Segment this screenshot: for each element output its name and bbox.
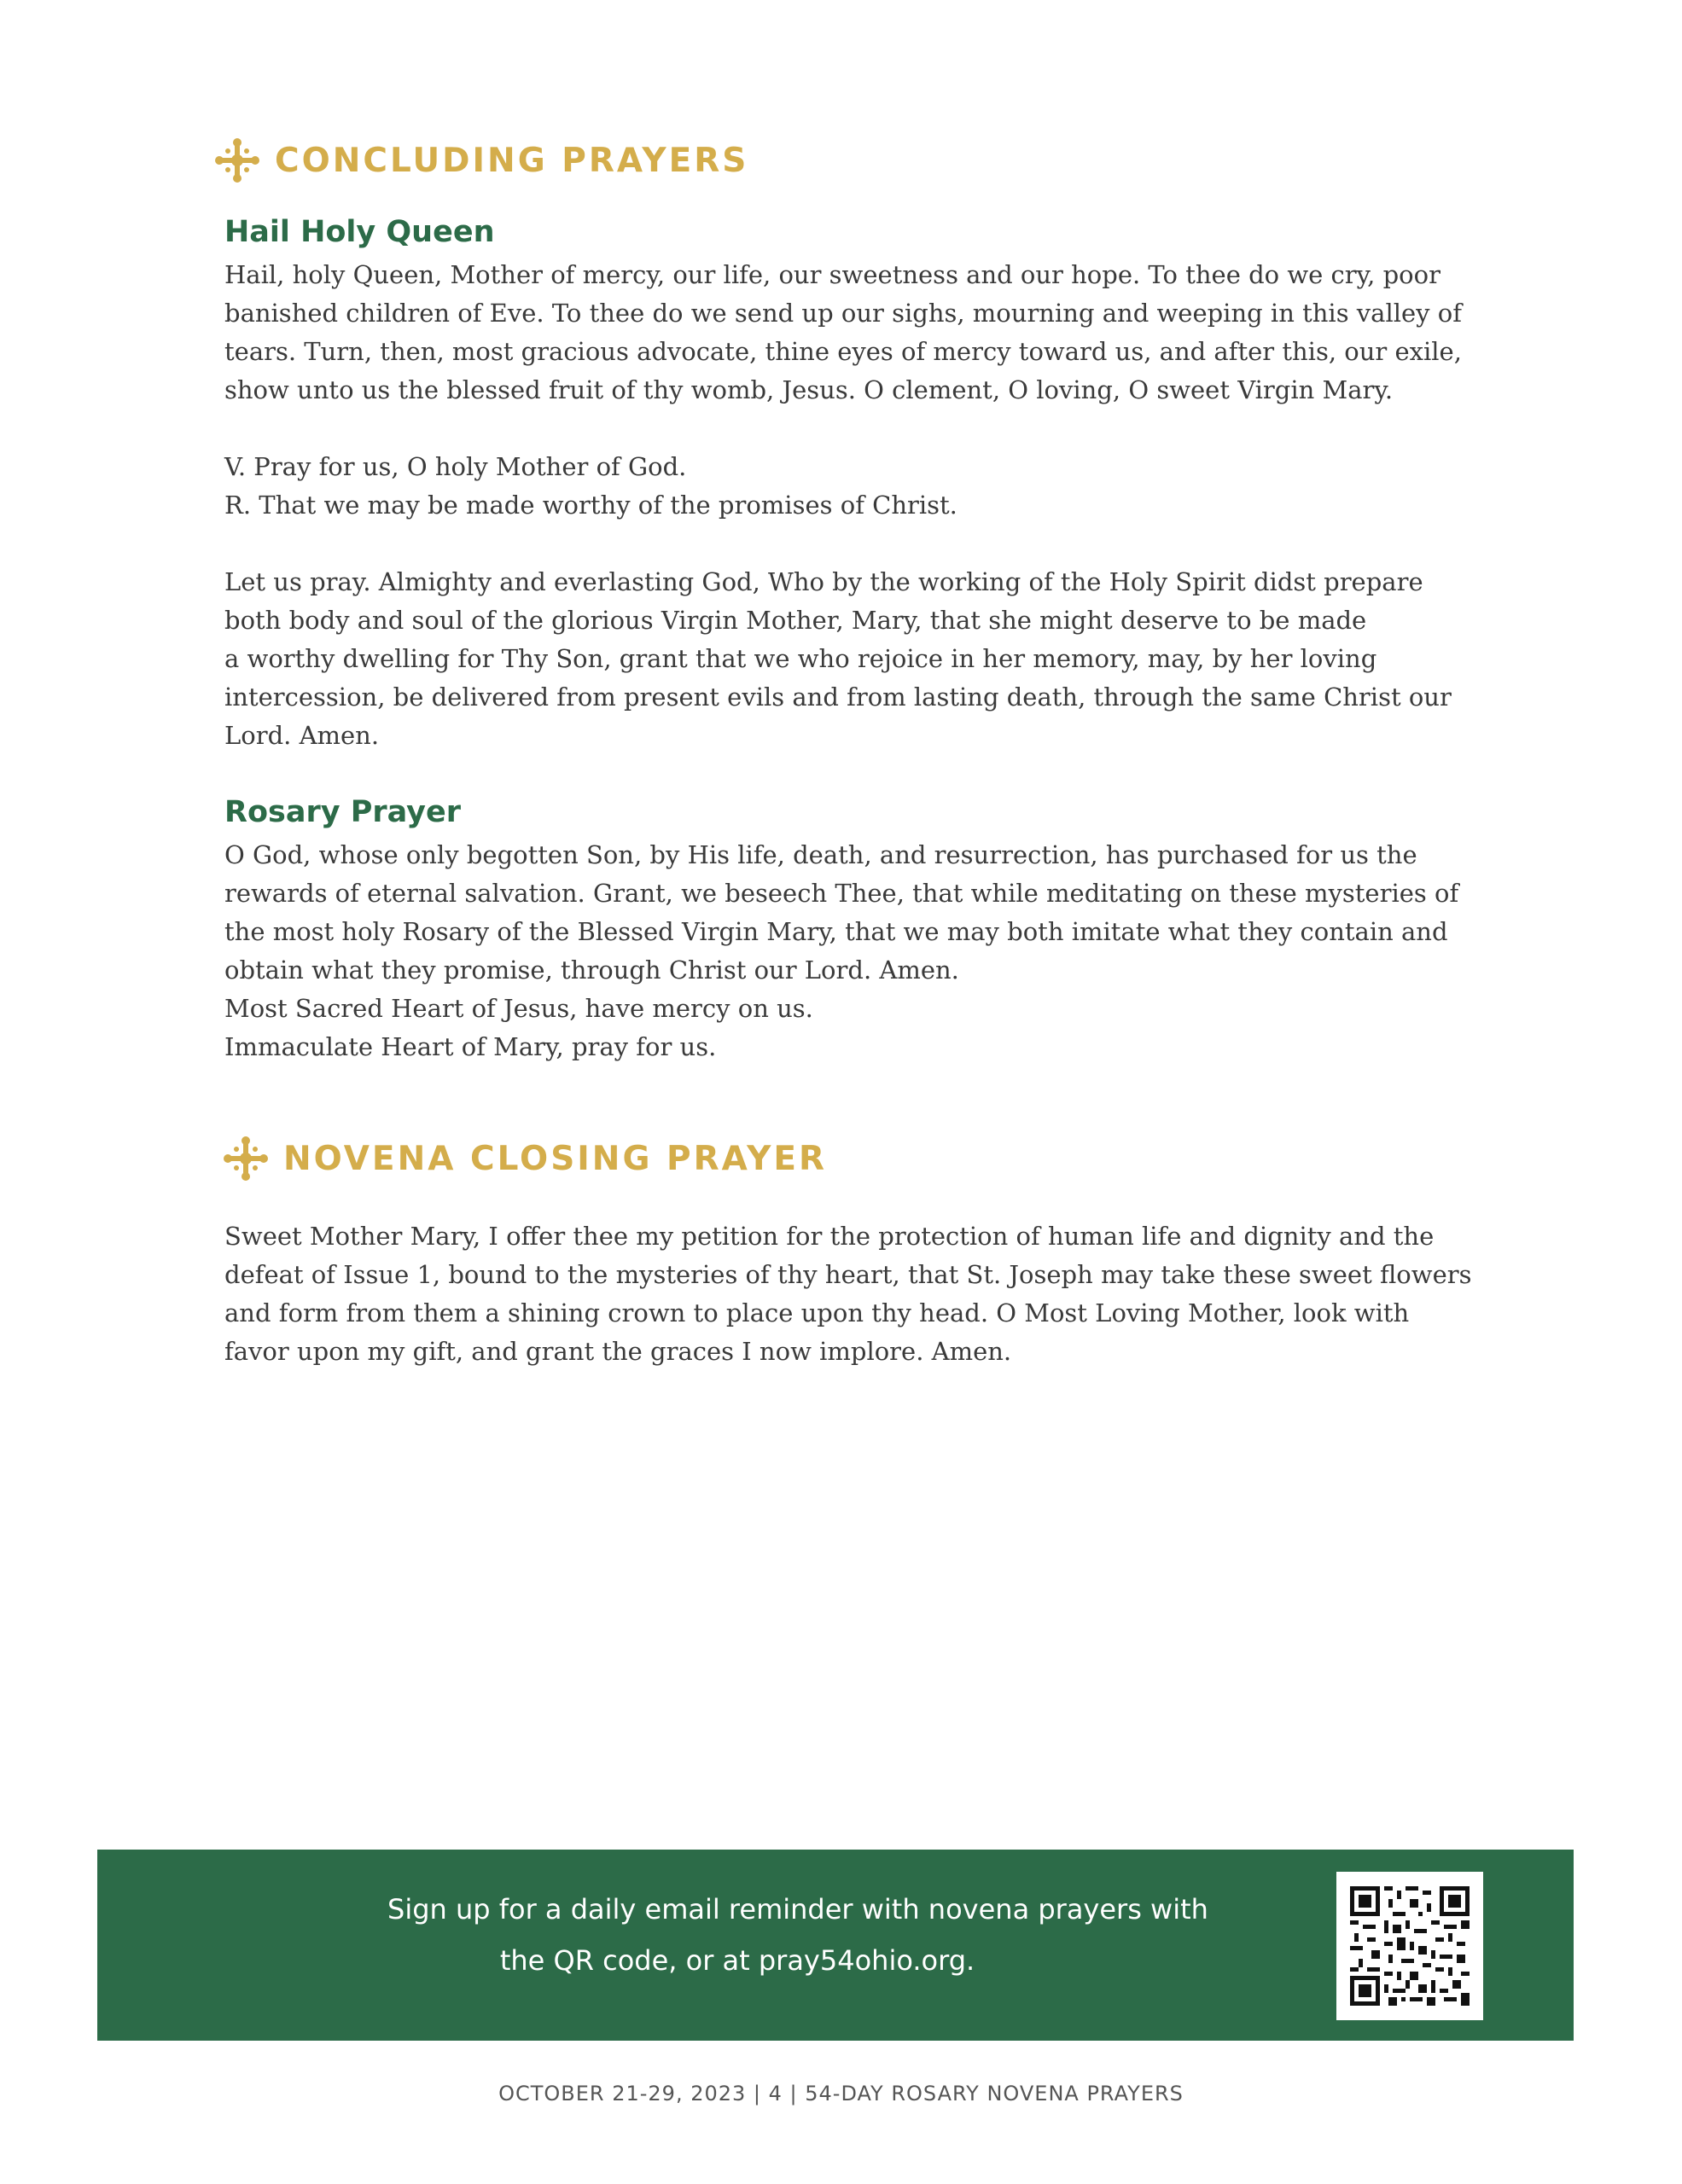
sub-heading-hail-holy-queen: Hail Holy Queen — [224, 215, 495, 249]
paragraph-versicle-response — [224, 448, 1436, 525]
section-heading-novena-closing-prayer — [222, 1135, 827, 1182]
text-line: favor upon my gift, and grant the graces I now implore. Amen. — [224, 1337, 1012, 1366]
ornate-cross-icon — [213, 136, 261, 184]
paragraph-rosary-prayer — [224, 836, 1459, 1066]
paragraph-novena-closing-prayer — [224, 1217, 1472, 1371]
paragraph-hail-holy-queen — [224, 256, 1462, 410]
versicle-line: V. Pray for us, O holy Mother of God. — [224, 452, 687, 481]
section-title: CONCLUDING PRAYERS — [275, 141, 749, 180]
text-line: Hail, holy Queen, Mother of mercy, our life, our sweetness and our hope. To thee do we cry, poor — [224, 260, 1440, 289]
sub-heading-rosary-prayer: Rosary Prayer — [224, 795, 461, 829]
text-line: Sweet Mother Mary, I offer thee my petition for the protection of human life and dignity and the — [224, 1222, 1435, 1251]
text-line: Immaculate Heart of Mary, pray for us. — [224, 1032, 717, 1061]
text-line: rewards of eternal salvation. Grant, we beseech Thee, that while meditating on these mysteries of — [224, 879, 1459, 908]
page-footer: OCTOBER 21-29, 2023 | 4 | 54-DAY ROSARY NOVENA PRAYERS — [498, 2082, 1184, 2106]
signup-banner-text — [387, 1884, 1208, 1986]
text-line: intercession, be delivered from present evils and from lasting death, through the same Christ our — [224, 682, 1452, 712]
text-line: show unto us the blessed fruit of thy womb, Jesus. O clement, O loving, O sweet Virgin Mary. — [224, 375, 1394, 404]
section-heading-concluding-prayers — [213, 136, 748, 184]
qr-code[interactable] — [1336, 1872, 1483, 2020]
text-line: the most holy Rosary of the Blessed Virgin Mary, that we may both imitate what they contain and — [224, 917, 1448, 946]
text-line: banished children of Eve. To thee do we send up our sighs, mourning and weeping in this valley of — [224, 299, 1462, 328]
text-line: Let us pray. Almighty and everlasting God, Who by the working of the Holy Spirit didst prepare — [224, 567, 1423, 596]
text-line: a worthy dwelling for Thy Son, grant that we who rejoice in her memory, may, by her loving — [224, 644, 1377, 673]
ornate-cross-icon — [222, 1135, 270, 1182]
signup-banner — [97, 1850, 1574, 2041]
response-line: R. That we may be made worthy of the promises of Christ. — [224, 491, 957, 520]
qr-code-icon — [1350, 1886, 1470, 2006]
text-line: both body and soul of the glorious Virgin Mother, Mary, that she might deserve to be made — [224, 606, 1367, 635]
text-line: Lord. Amen. — [224, 721, 380, 750]
text-line: and form from them a shining crown to place upon thy head. O Most Loving Mother, look with — [224, 1298, 1410, 1327]
banner-line: Sign up for a daily email reminder with novena prayers with — [387, 1893, 1208, 1926]
text-line: defeat of Issue 1, bound to the mysteries of thy heart, that St. Joseph may take these sweet flowers — [224, 1260, 1472, 1289]
text-line: Most Sacred Heart of Jesus, have mercy on us. — [224, 994, 813, 1023]
section-title: NOVENA CLOSING PRAYER — [283, 1139, 828, 1178]
text-line: obtain what they promise, through Christ our Lord. Amen. — [224, 956, 959, 985]
banner-line: the QR code, or at pray54ohio.org. — [499, 1944, 975, 1977]
paragraph-let-us-pray — [224, 563, 1452, 755]
text-line: O God, whose only begotten Son, by His life, death, and resurrection, has purchased for us the — [224, 840, 1417, 869]
text-line: tears. Turn, then, most gracious advocate, thine eyes of mercy toward us, and after this, our exile, — [224, 337, 1462, 366]
